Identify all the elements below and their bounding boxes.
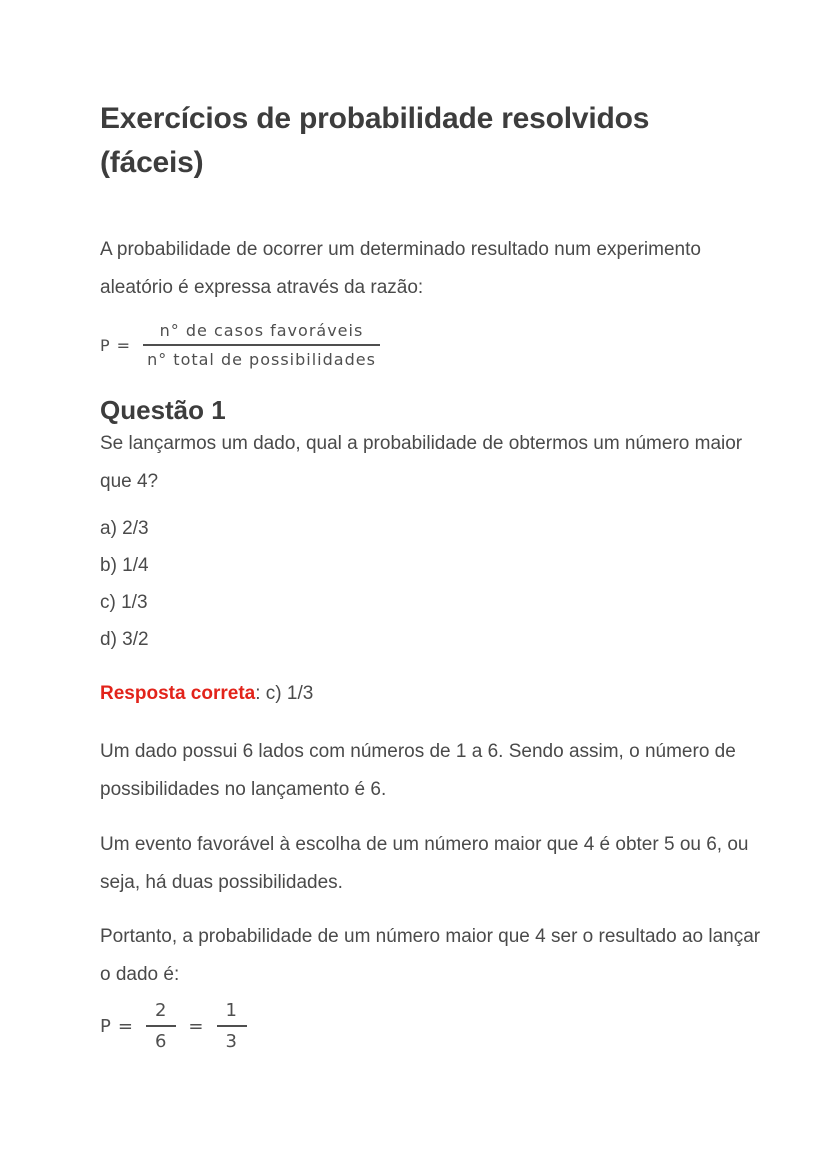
result-equals-sign-1: = [117, 1015, 134, 1037]
explanation-1-line-2: possibilidades no lançamento é 6. [100, 779, 387, 800]
option-item-b: b) 1/4 [100, 555, 149, 576]
answer-line [100, 683, 728, 705]
explanation-3-line-1: Portanto, a probabilidade de um número maior que 4 ser o resultado ao lançar [100, 926, 761, 947]
fraction-numerator: n° de casos favoráveis [143, 321, 380, 346]
probability-ratio-formula [100, 321, 728, 369]
equals-sign: = [116, 335, 132, 355]
fraction-denominator: n° total de possibilidades [147, 350, 376, 369]
result-equals-sign-2: = [188, 1015, 205, 1037]
options-list [100, 519, 728, 650]
formula-lhs: P [100, 335, 111, 355]
question-text [100, 425, 743, 501]
explanation-2-line-1: Um evento favorável à escolha de um número maior que 4 é obter 5 ou 6, ou [100, 834, 749, 855]
result-formula [100, 1000, 728, 1052]
intro-line-2: aleatório é expressa através da razão: [100, 277, 424, 298]
ratio-fraction [143, 321, 380, 369]
result-formula-lhs: P [100, 1015, 112, 1037]
explanation-2-line-2: seja, há duas possibilidades. [100, 872, 343, 893]
page-title [100, 97, 728, 185]
option-item-a: a) 2/3 [100, 518, 149, 539]
result-fraction-2-numerator: 1 [217, 1000, 247, 1027]
explanation-1-line-1: Um dado possui 6 lados com números de 1 a 6. Sendo assim, o número de [100, 741, 736, 762]
result-fraction-1-denominator: 6 [154, 1031, 168, 1052]
question-line-2: que 4? [100, 471, 159, 492]
option-item-c: c) 1/3 [100, 592, 148, 613]
option-item-d: d) 3/2 [100, 629, 149, 650]
intro-paragraph [100, 231, 728, 307]
explanation-3-line-2: o dado é: [100, 964, 180, 985]
answer-value: : c) 1/3 [255, 683, 314, 704]
explanation-paragraph-1 [100, 733, 736, 809]
result-fraction-1-numerator: 2 [146, 1000, 176, 1027]
question-line-1: Se lançarmos um dado, qual a probabilidade de obtermos um número maior [100, 433, 743, 454]
explanation-paragraph-2 [100, 826, 749, 902]
intro-line-1: A probabilidade de ocorrer um determinado resultado num experimento [100, 239, 701, 260]
explanation-paragraph-3 [100, 918, 761, 994]
result-fraction-1 [146, 1000, 176, 1052]
question-heading: Questão 1 [100, 395, 226, 425]
page-title-line-1: Exercícios de probabilidade resolvidos [100, 102, 650, 135]
answer-label: Resposta correta [100, 683, 256, 704]
page-title-line-2: (fáceis) [100, 146, 204, 179]
result-fraction-2-denominator: 3 [225, 1031, 238, 1052]
result-fraction-2 [217, 1000, 247, 1052]
